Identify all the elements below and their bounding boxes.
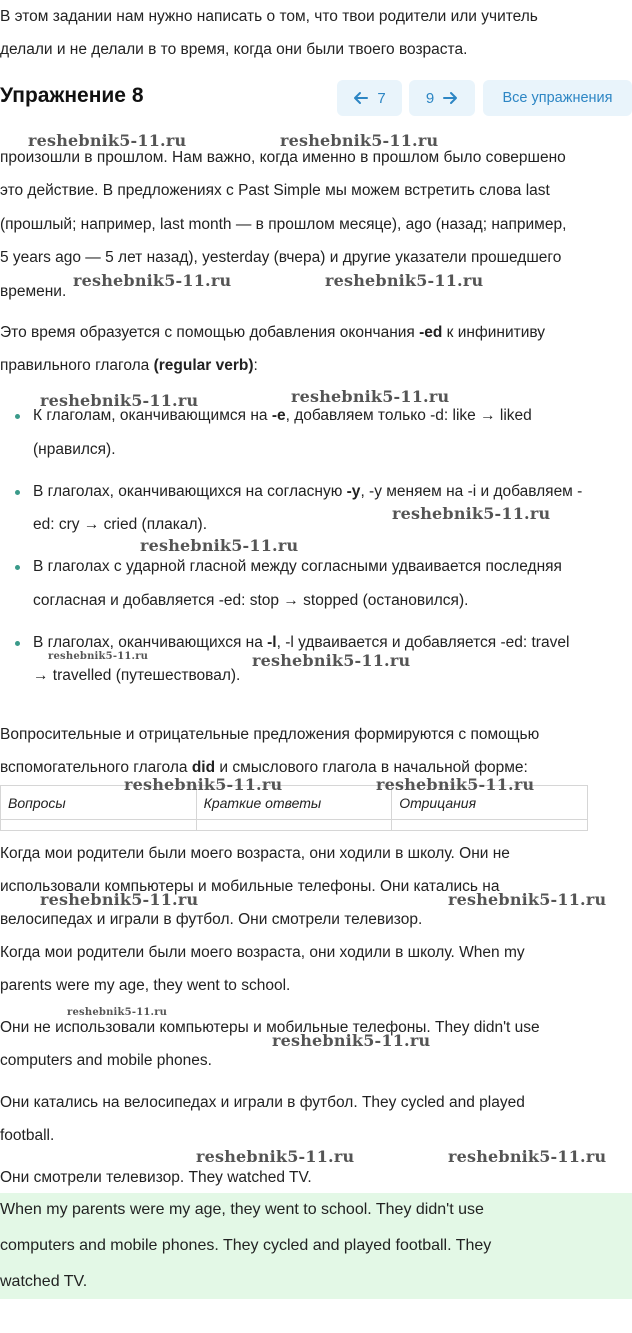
bullet-2-line-1: В глаголах, оканчивающихся на согласную -y, -y меняем на -i и добавляем - [33,483,583,500]
solution-s1-line-2: использовали компьютеры и мобильные телефоны. Они катались на [0,878,500,895]
prev-exercise-button[interactable] [337,80,402,116]
table-header-questions: Вопросы [1,786,197,820]
bullet-dot [15,414,20,419]
table-cell [1,820,197,831]
theory-p1-line-5: времени. [0,283,67,300]
bullet-dot [15,490,20,495]
watermark: reshebnik5-11.ru [140,536,299,555]
theory-p1-line-3: (прошлый; например, last month — в прошлом месяце), ago (назад; например, [0,216,567,233]
watermark: reshebnik5-11.ru [28,131,187,150]
answer-line-2: computers and mobile phones. They cycled and played football. They [0,1237,492,1254]
table-cell [196,820,392,831]
bullet-dot [15,641,20,646]
theory-p1-line-2: это действие. В предложениях с Past Simple мы можем встретить слова last [0,182,550,199]
theory-p1-line-4: 5 years ago — 5 лет назад), yesterday (вчера) и другие указатели прошедшего [0,249,562,266]
watermark: reshebnik5-11.ru [280,131,439,150]
bullet-2-line-2: ed: cry → cried (плакал). [33,516,208,533]
theory-p1-line-1: произошли в прошлом. Нам важно, когда именно в прошлом было совершено [0,149,566,166]
bullet-4-line-1: В глаголах, оканчивающихся на -l, -l удваивается и добавляется -ed: travel [33,634,570,651]
bullet-1-line-2: (нравился). [33,441,116,458]
arrow-left-icon [353,91,369,105]
bullet-3-line-1: В глаголах с ударной гласной между согласными удваивается последняя [33,558,562,575]
table-header-negations: Отрицания [392,786,588,820]
watermark: reshebnik5-11.ru [272,1031,431,1050]
answer-line-3: watched TV. [0,1273,88,1290]
watermark: reshebnik5-11.ru [448,1147,607,1166]
answer-line-1: When my parents were my age, they went to school. They didn't use [0,1201,484,1218]
watermark: reshebnik5-11.ru [325,271,484,290]
watermark: reshebnik5-11.ru [73,271,232,290]
page-title: Упражнение 8 [0,84,144,107]
watermark: reshebnik5-11.ru [48,651,149,662]
solution-s3-line-2: computers and mobile phones. [0,1052,212,1069]
watermark: reshebnik5-11.ru [40,890,199,909]
intro-line-2: делали и не делали в то время, когда они были твоего возраста. [0,41,468,58]
solution-s3-line-1: Они не использовали компьютеры и мобильные телефоны. They didn't use [0,1019,540,1036]
theory-p2-line-1: Это время образуется с помощью добавления окончания -ed к инфинитиву [0,324,546,341]
table-row [1,820,588,831]
watermark: reshebnik5-11.ru [196,1147,355,1166]
solution-s4-line-2: football. [0,1127,55,1144]
watermark: reshebnik5-11.ru [252,651,411,670]
theory-p2-line-2: правильного глагола (regular verb): [0,357,258,374]
solution-s2-line-1: Когда мои родители были моего возраста, они ходили в школу. When my [0,944,525,961]
watermark: reshebnik5-11.ru [376,775,535,794]
solution-s1-line-3: велосипедах и играли в футбол. Они смотрели телевизор. [0,911,423,928]
bullet-3-line-2: согласная и добавляется -ed: stop → stopped (остановился). [33,592,469,609]
solution-s5-line-1: Они смотрели телевизор. They watched TV. [0,1169,312,1186]
bullet-dot [15,565,20,570]
theory-p3-line-1: Вопросительные и отрицательные предложения формируются с помощью [0,726,540,743]
solution-s1-line-1: Когда мои родители были моего возраста, они ходили в школу. Они не [0,845,510,862]
all-exercises-button[interactable]: Все упражнения [483,80,632,116]
table-cell [392,820,588,831]
solution-s4-line-1: Они катались на велосипедах и играли в футбол. They cycled and played [0,1094,525,1111]
watermark: reshebnik5-11.ru [392,504,551,523]
watermark: reshebnik5-11.ru [67,1007,168,1018]
bullet-4-line-2: → travelled (путешествовал). [33,667,241,684]
answer-box [0,1193,632,1299]
watermark: reshebnik5-11.ru [124,775,283,794]
prev-exercise-label: 7 [377,89,386,107]
intro-line-1: В этом задании нам нужно написать о том, что твои родители или учитель [0,8,538,25]
next-exercise-button[interactable] [409,80,475,116]
watermark: reshebnik5-11.ru [448,890,607,909]
theory-p3-line-2: вспомогательного глагола did и смыслового глагола в начальной форме: [0,759,528,776]
watermark: reshebnik5-11.ru [291,387,450,406]
watermark: reshebnik5-11.ru [40,391,199,410]
next-exercise-label: 9 [425,89,435,107]
table-header-short-answers: Краткие ответы [196,786,392,820]
arrow-right-icon [442,91,458,105]
bullet-1-line-1: К глаголам, оканчивающимся на -e, добавляем только -d: like → liked [33,407,532,424]
solution-s2-line-2: parents were my age, they went to school. [0,977,291,994]
